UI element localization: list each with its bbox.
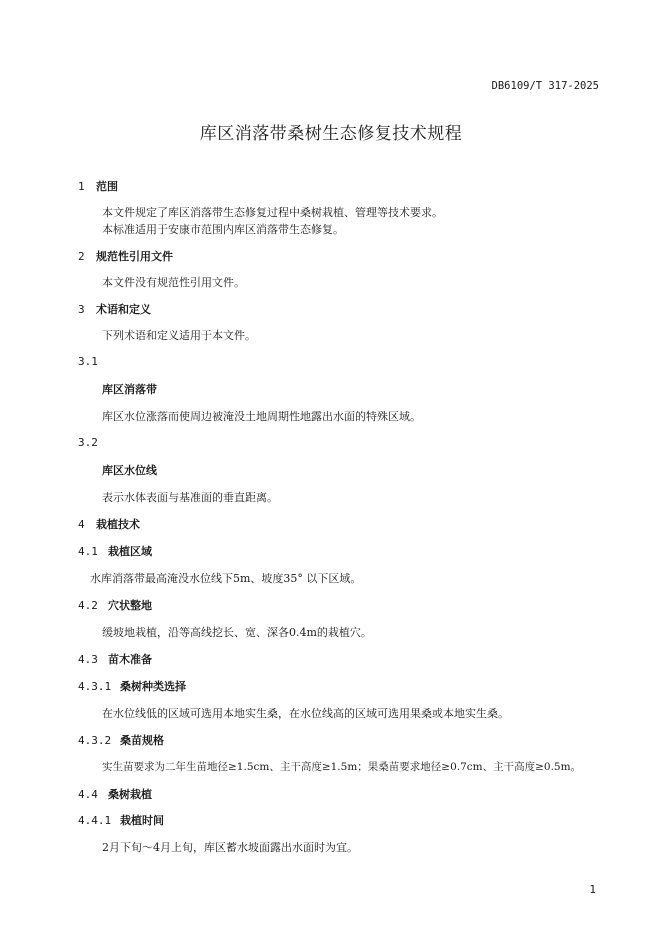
term-number: 3.1 bbox=[78, 355, 98, 368]
section-number: 4 bbox=[78, 518, 85, 531]
term-definition: 库区水位涨落而使周边被淹没土地周期性地露出水面的特殊区域。 bbox=[102, 410, 421, 423]
section-number: 4.3.2 bbox=[78, 734, 112, 747]
term-definition: 表示水体表面与基准面的垂直距离。 bbox=[102, 491, 278, 504]
paragraph: 本文件没有规范性引用文件。 bbox=[102, 276, 245, 289]
page-number: 1 bbox=[589, 883, 596, 896]
section-number: 1 bbox=[78, 180, 85, 193]
section-title: 桑树栽植 bbox=[108, 788, 152, 801]
paragraph: 下列术语和定义适用于本文件。 bbox=[102, 329, 256, 342]
paragraph: 本标准适用于安康市范围内库区消落带生态修复。 bbox=[102, 223, 344, 236]
section-title: 术语和定义 bbox=[96, 303, 151, 316]
subsection-heading-4-1 bbox=[78, 543, 152, 559]
subsection-heading-4-3-1 bbox=[78, 678, 186, 694]
term-number: 3.2 bbox=[78, 436, 98, 449]
subsection-heading-4-4-1 bbox=[78, 812, 164, 828]
subsection-heading-4-2 bbox=[78, 597, 152, 613]
section-number: 4.4.1 bbox=[78, 814, 112, 827]
section-heading-1 bbox=[78, 178, 118, 194]
subsection-heading-4-3-2 bbox=[78, 732, 164, 748]
paragraph: 水库消落带最高淹没水位线下5m、坡度35° 以下区域。 bbox=[90, 572, 362, 585]
term-name: 库区水位线 bbox=[102, 464, 157, 477]
section-heading-2 bbox=[78, 248, 173, 264]
section-title: 桑树种类选择 bbox=[120, 680, 186, 693]
section-heading-3 bbox=[78, 301, 151, 317]
section-title: 栽植区域 bbox=[108, 545, 152, 558]
section-title: 规范性引用文件 bbox=[96, 250, 173, 263]
section-title: 穴状整地 bbox=[108, 599, 152, 612]
section-number: 4.4 bbox=[78, 788, 98, 801]
subsection-heading-4-4 bbox=[78, 786, 152, 802]
paragraph: 本文件规定了库区消落带生态修复过程中桑树栽植、管理等技术要求。 bbox=[102, 206, 443, 219]
section-number: 3 bbox=[78, 303, 85, 316]
section-title: 桑苗规格 bbox=[120, 734, 164, 747]
section-number: 4.2 bbox=[78, 599, 98, 612]
term-name: 库区消落带 bbox=[102, 383, 157, 396]
paragraph: 实生苗要求为二年生苗地径≥1.5cm、主干高度≥1.5m；果桑苗要求地径≥0.7cm、主干高度≥0.5m。 bbox=[102, 761, 582, 773]
section-number: 2 bbox=[78, 250, 85, 263]
section-title: 栽植技术 bbox=[96, 518, 140, 531]
section-title: 苗木准备 bbox=[108, 653, 152, 666]
section-title: 范围 bbox=[96, 180, 118, 193]
paragraph: 在水位线低的区域可选用本地实生桑，在水位线高的区域可选用果桑或本地实生桑。 bbox=[102, 707, 509, 720]
paragraph: 缓坡地栽植，沿等高线挖长、宽、深各0.4m的栽植穴。 bbox=[102, 626, 372, 639]
subsection-heading-4-3 bbox=[78, 651, 152, 667]
section-number: 4.1 bbox=[78, 545, 98, 558]
document-code: DB6109/T 317-2025 bbox=[491, 80, 599, 92]
section-title: 栽植时间 bbox=[120, 814, 164, 827]
section-number: 4.3.1 bbox=[78, 680, 112, 693]
section-number: 4.3 bbox=[78, 653, 98, 666]
paragraph: 2月下旬～4月上旬，库区蓄水坡面露出水面时为宜。 bbox=[102, 841, 358, 854]
document-title: 库区消落带桑树生态修复技术规程 bbox=[199, 124, 463, 144]
section-heading-4 bbox=[78, 516, 140, 532]
